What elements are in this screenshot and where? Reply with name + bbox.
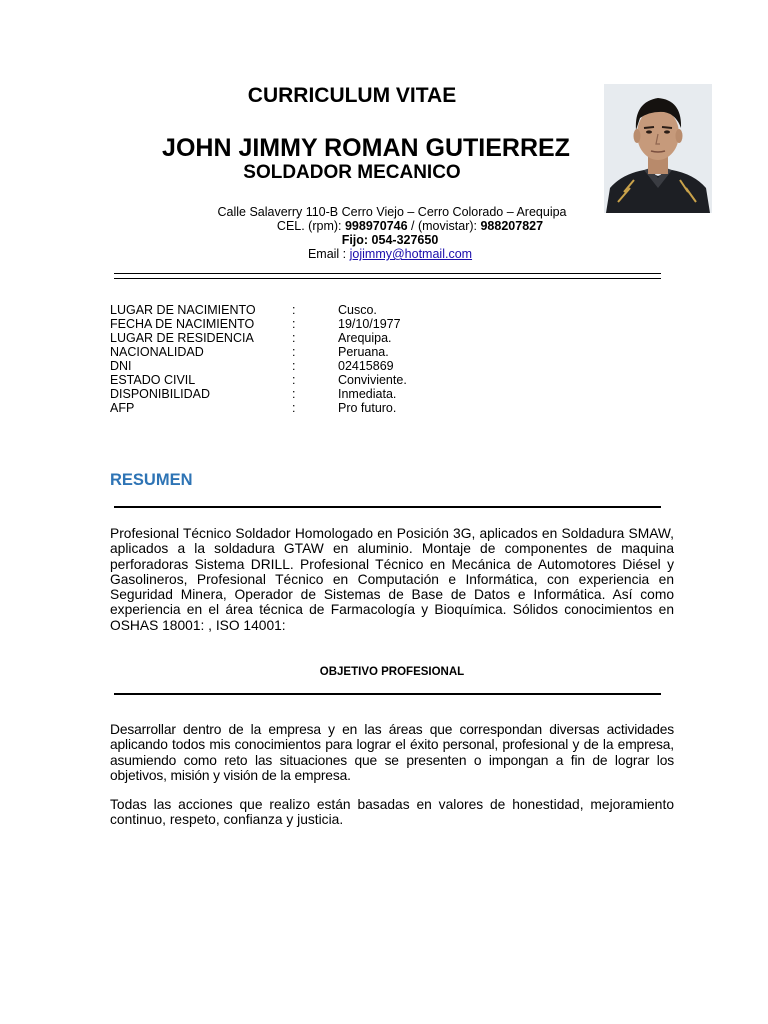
info-row — [110, 303, 670, 317]
info-value: 19/10/1977 — [338, 317, 401, 331]
candidate-name: JOHN JIMMY ROMAN GUTIERREZ — [162, 134, 570, 162]
phone-line — [170, 219, 650, 234]
objetivo-divider — [114, 693, 661, 695]
resumen-divider — [114, 506, 661, 508]
info-sep: : — [292, 387, 296, 401]
info-label: LUGAR DE RESIDENCIA — [110, 331, 254, 345]
resumen-text: Profesional Técnico Soldador Homologado en Posición 3G, aplicados en Soldadura SMAW, aplicados a la soldadura GTAW en aluminio. Montaje de componentes de maquina perforadoras Sistema DRILL. Profesional Técnico en Mecánica de Automotores Diésel y Gasolineros, Profesional Técnico en Computación e Informática, con experiencia en Seguridad Minera, Operador de Sistemas de Base de Datos e Informática. Así como experiencia en el área técnica de Farmacología y Bioquímica. Sólidos conocimientos en OSHAS 18001: , ISO 14001: — [110, 526, 674, 633]
objetivo-text: Desarrollar dentro de la empresa y en las áreas que correspondan diversas actividades aplicando todos mis conocimientos para lograr el éxito personal, profesional y de la empresa, asumiendo como reto las situaciones que se presenten o impongan a fin de lograr los objetivos, misión y visión de la empresa. — [110, 722, 674, 783]
info-label: AFP — [110, 401, 135, 415]
info-sep: : — [292, 345, 296, 359]
profile-photo — [604, 84, 712, 213]
info-value: 02415869 — [338, 359, 394, 373]
info-sep: : — [292, 331, 296, 345]
info-value: Inmediata. — [338, 387, 397, 401]
candidate-role: SOLDADOR MECANICO — [243, 162, 461, 183]
address: Calle Salaverry 110-B Cerro Viejo – Cerro Colorado – Arequipa — [217, 205, 567, 219]
cel-movistar: 988207827 — [480, 219, 544, 233]
info-row — [110, 401, 670, 415]
info-label: NACIONALIDAD — [110, 345, 204, 359]
info-value: Peruana. — [338, 345, 389, 359]
doc-title: CURRICULUM VITAE — [247, 84, 457, 107]
profile-photo-graphic — [604, 84, 712, 213]
info-row — [110, 387, 670, 401]
info-row — [110, 359, 670, 373]
email-line — [150, 247, 630, 262]
info-value: Conviviente. — [338, 373, 407, 387]
cel-rpm: 998970746 — [344, 219, 408, 233]
info-row — [110, 317, 670, 331]
info-sep: : — [292, 303, 296, 317]
header-divider — [114, 273, 661, 279]
info-sep: : — [292, 317, 296, 331]
landline: Fijo: 054-327650 — [341, 233, 439, 247]
info-sep: : — [292, 373, 296, 387]
info-row — [110, 331, 670, 345]
resumen-heading: RESUMEN — [110, 471, 193, 489]
info-value: Pro futuro. — [338, 401, 397, 415]
email-label: Email : — [307, 247, 350, 261]
info-row — [110, 345, 670, 359]
info-label: ESTADO CIVIL — [110, 373, 196, 387]
objetivo-heading: OBJETIVO PROFESIONAL — [319, 666, 465, 678]
cel-prefix: CEL. (rpm): — [276, 219, 345, 233]
cel-mid: / (movistar): — [407, 219, 481, 233]
info-label: DNI — [110, 359, 132, 373]
info-label: FECHA DE NACIMIENTO — [110, 317, 255, 331]
info-label: LUGAR DE NACIMIENTO — [110, 303, 256, 317]
info-label: DISPONIBILIDAD — [110, 387, 211, 401]
info-row — [110, 373, 670, 387]
info-sep: : — [292, 359, 296, 373]
info-sep: : — [292, 401, 296, 415]
personal-info-table — [110, 303, 670, 415]
email-link[interactable]: jojimmy@hotmail.com — [349, 247, 473, 261]
valores-text: Todas las acciones que realizo están basadas en valores de honestidad, mejoramiento continuo, respeto, confianza y justicia. — [110, 797, 674, 828]
info-value: Cusco. — [338, 303, 377, 317]
info-value: Arequipa. — [338, 331, 392, 345]
